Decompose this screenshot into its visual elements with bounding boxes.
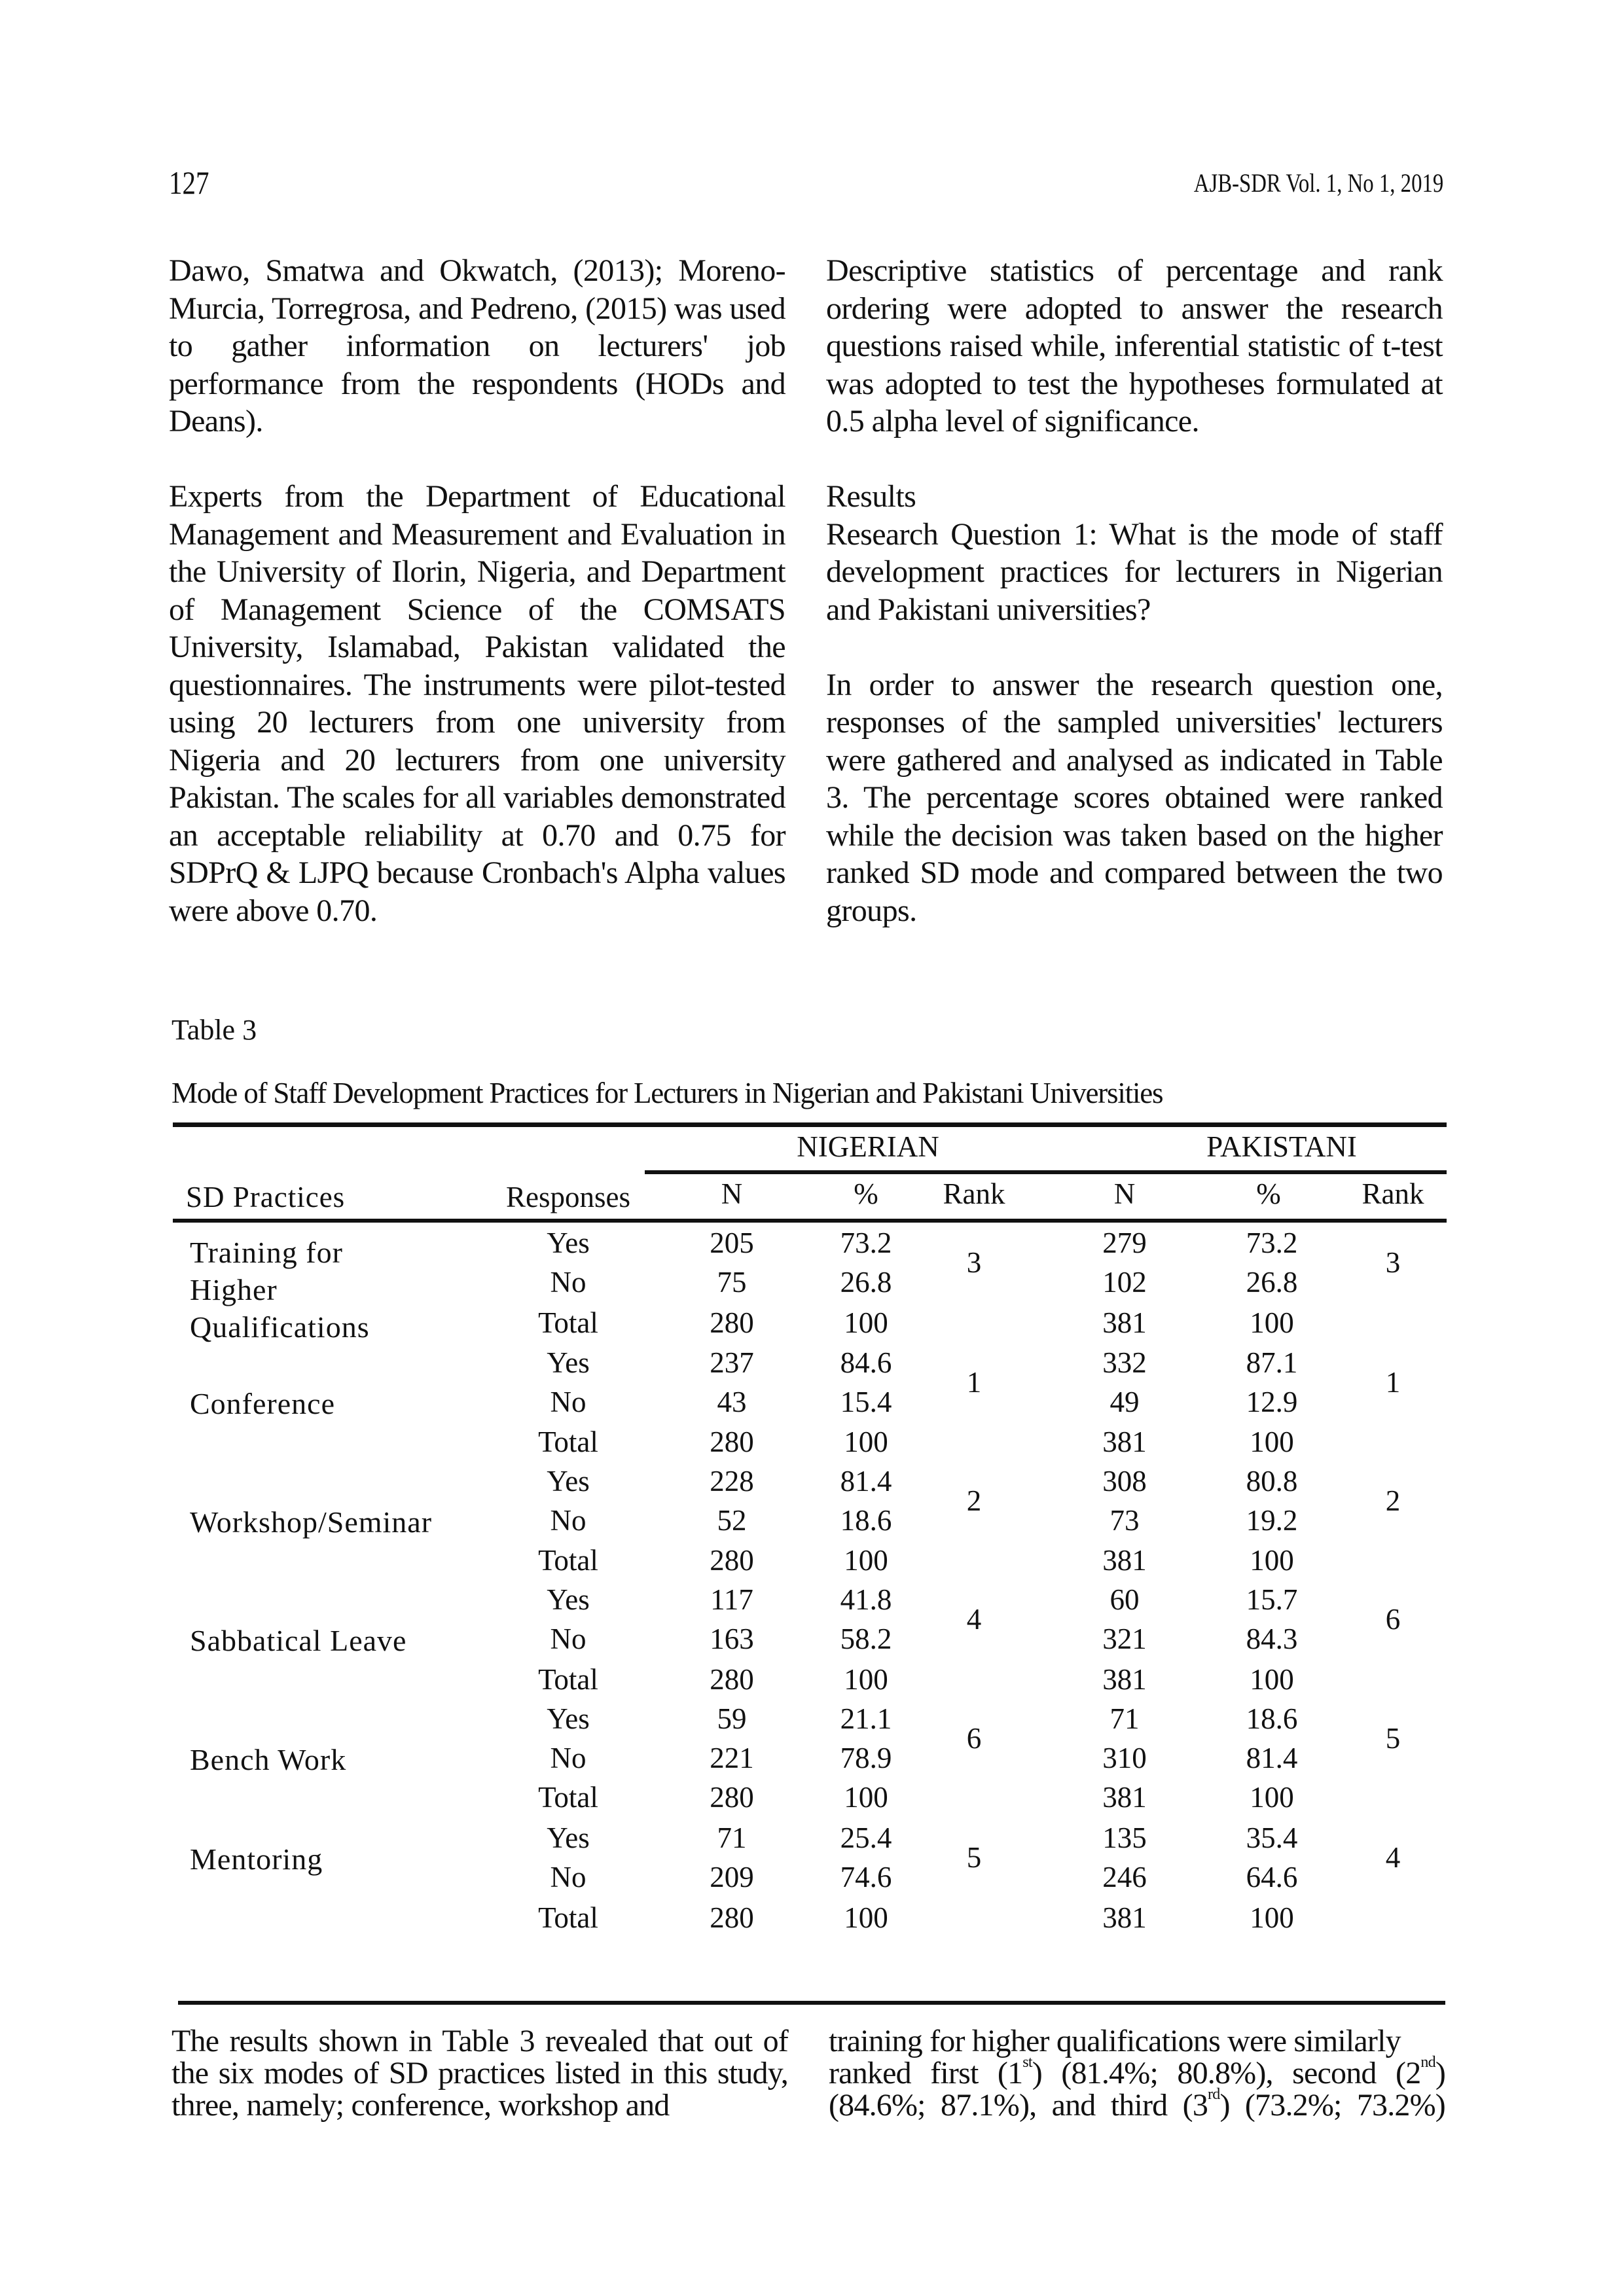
pak-pct: 15.7 xyxy=(1246,1583,1298,1616)
summary-line: training for higher qualifications were similarly xyxy=(829,2024,1401,2058)
nig-n: 228 xyxy=(710,1465,754,1498)
response-label: Total xyxy=(538,1306,598,1339)
nig-pct: 81.4 xyxy=(840,1465,892,1498)
nig-n: 280 xyxy=(710,1781,754,1814)
nig-pct: 100 xyxy=(844,1781,888,1814)
pak-pct: 12.9 xyxy=(1246,1386,1298,1418)
response-label: No xyxy=(550,1742,586,1774)
nig-rank: 2 xyxy=(966,1484,982,1517)
practice-line: Training for xyxy=(190,1236,343,1269)
response-label: No xyxy=(550,1386,586,1418)
pak-pct: 100 xyxy=(1250,1663,1294,1696)
practice-bench-work: Bench Work xyxy=(190,1743,347,1776)
nig-n: 237 xyxy=(710,1346,754,1379)
nig-n: 280 xyxy=(710,1901,754,1934)
pak-pct: 100 xyxy=(1250,1306,1294,1339)
pak-rank: 5 xyxy=(1385,1722,1401,1755)
pak-pct: 35.4 xyxy=(1246,1821,1298,1854)
nig-pct: 100 xyxy=(844,1663,888,1696)
journal-header: AJB-SDR Vol. 1, No 1, 2019 xyxy=(1193,168,1443,198)
response-label: No xyxy=(550,1623,586,1655)
pak-pct: 19.2 xyxy=(1246,1504,1298,1537)
pak-rank: 6 xyxy=(1385,1603,1401,1636)
practice-workshop-seminar: Workshop/Seminar xyxy=(190,1505,433,1539)
summary-text: ) (73.2%; 73.2%) xyxy=(1219,2088,1445,2123)
pak-n: 73 xyxy=(1110,1504,1140,1537)
nig-pct: 21.1 xyxy=(840,1702,892,1735)
nig-rank: 5 xyxy=(966,1841,982,1874)
pak-rank: 2 xyxy=(1385,1484,1401,1517)
pak-pct: 26.8 xyxy=(1246,1266,1298,1299)
response-label: Yes xyxy=(547,1583,590,1616)
nig-pct: 100 xyxy=(844,1306,888,1339)
nig-pct: 26.8 xyxy=(840,1266,892,1299)
response-label: Yes xyxy=(547,1702,590,1735)
nig-n: 209 xyxy=(710,1861,754,1893)
nig-n: 280 xyxy=(710,1544,754,1577)
pak-n: 135 xyxy=(1102,1821,1147,1854)
nig-pct: 100 xyxy=(844,1901,888,1934)
pak-n: 381 xyxy=(1102,1426,1147,1458)
response-label: Total xyxy=(538,1544,598,1577)
pak-n: 381 xyxy=(1102,1663,1147,1696)
pak-rank: 3 xyxy=(1385,1246,1401,1279)
nig-rank: 3 xyxy=(966,1246,982,1279)
nig-pct: 84.6 xyxy=(840,1346,892,1379)
response-label: No xyxy=(550,1861,586,1893)
paragraph-results-summary-left: The results shown in Table 3 revealed that out of the six modes of SD practices listed in this study, three, namely; conference, workshop and xyxy=(171,2024,788,2123)
practice-conference: Conference xyxy=(190,1387,335,1420)
response-label: Total xyxy=(538,1901,598,1934)
group-header-nigerian: NIGERIAN xyxy=(797,1130,939,1163)
pak-n: 381 xyxy=(1102,1781,1147,1814)
pak-pct: 100 xyxy=(1250,1781,1294,1814)
page-number: 127 xyxy=(169,164,209,201)
summary-line xyxy=(829,2053,1445,2090)
pak-n: 321 xyxy=(1102,1623,1147,1655)
pak-pct: 73.2 xyxy=(1246,1227,1298,1259)
nig-n: 117 xyxy=(710,1583,753,1616)
response-label: Yes xyxy=(547,1227,590,1259)
nig-rank: 6 xyxy=(966,1722,982,1755)
col-header-nig-rank: Rank xyxy=(943,1177,1005,1210)
nig-pct: 73.2 xyxy=(840,1227,892,1259)
nig-n: 205 xyxy=(710,1227,754,1259)
nig-n: 59 xyxy=(717,1702,747,1735)
pak-pct: 18.6 xyxy=(1246,1702,1298,1735)
pak-n: 246 xyxy=(1102,1861,1147,1893)
nig-pct: 15.4 xyxy=(840,1386,892,1418)
pak-pct: 100 xyxy=(1250,1901,1294,1934)
ordinal-sup: st xyxy=(1022,2053,1032,2071)
response-label: Total xyxy=(538,1663,598,1696)
nig-rank: 1 xyxy=(966,1366,982,1399)
pak-n: 381 xyxy=(1102,1306,1147,1339)
summary-text: ) (81.4%; 80.8%), second (2 xyxy=(1032,2056,1421,2090)
table-title: Mode of Staff Development Practices for Lecturers in Nigerian and Pakistani Universities xyxy=(171,1077,1163,1109)
response-label: Total xyxy=(538,1781,598,1814)
nig-n: 280 xyxy=(710,1306,754,1339)
nig-pct: 18.6 xyxy=(840,1504,892,1537)
data-table xyxy=(169,0,1452,2296)
summary-text: (84.6%; 87.1%), and third (3 xyxy=(829,2088,1208,2123)
col-header-pak-n: N xyxy=(1113,1177,1136,1210)
response-label: No xyxy=(550,1504,586,1537)
nig-pct: 78.9 xyxy=(840,1742,892,1774)
pak-pct: 100 xyxy=(1250,1426,1294,1458)
nig-pct: 74.6 xyxy=(840,1861,892,1893)
pak-n: 308 xyxy=(1102,1465,1147,1498)
pak-pct: 84.3 xyxy=(1246,1623,1298,1655)
nig-n: 221 xyxy=(710,1742,754,1774)
summary-text: ) xyxy=(1435,2056,1445,2090)
paragraph-validation: Experts from the Department of Educational Management and Measurement and Evaluation in the University of Ilorin, Nigeria, and Department of Management Science of the COMSATS University, Islamabad, Pakistan validated the questionnaires. The instruments were pilot-tested using 20 lecturers from one university from Nigeria and 20 lecturers from one university Pakistan. The scales for all variables demonstrated an acceptable reliability at 0.70 and 0.75 for SDPrQ & LJPQ because Cronbach's Alpha values were above 0.70. xyxy=(169,479,785,928)
pak-pct: 80.8 xyxy=(1246,1465,1298,1498)
nig-pct: 58.2 xyxy=(840,1623,892,1655)
pak-n: 332 xyxy=(1102,1346,1147,1379)
nig-n: 280 xyxy=(710,1426,754,1458)
pak-pct: 100 xyxy=(1250,1544,1294,1577)
summary-text: ranked first (1 xyxy=(829,2056,1023,2090)
summary-line xyxy=(829,2085,1445,2123)
nig-pct: 100 xyxy=(844,1426,888,1458)
pak-pct: 81.4 xyxy=(1246,1742,1298,1774)
nig-n: 43 xyxy=(717,1386,747,1418)
pak-n: 381 xyxy=(1102,1901,1147,1934)
nig-pct: 100 xyxy=(844,1544,888,1577)
research-question-1: Research Question 1: What is the mode of staff development practices for lecturers in Nigerian and Pakistani universities? xyxy=(826,516,1443,627)
response-label: Total xyxy=(538,1426,598,1458)
pak-n: 102 xyxy=(1102,1266,1147,1299)
nig-rank: 4 xyxy=(966,1603,982,1636)
col-header-nig-n: N xyxy=(721,1177,743,1210)
pak-n: 71 xyxy=(1110,1702,1140,1735)
nig-n: 75 xyxy=(717,1266,747,1299)
response-label: Yes xyxy=(547,1346,590,1379)
response-label: Yes xyxy=(547,1465,590,1498)
pak-n: 279 xyxy=(1102,1227,1147,1259)
results-heading: Results xyxy=(826,479,916,514)
pak-n: 49 xyxy=(1110,1386,1140,1418)
col-header-pak-pct: % xyxy=(1256,1177,1281,1210)
pak-rank: 4 xyxy=(1385,1841,1401,1874)
group-header-pakistani: PAKISTANI xyxy=(1206,1130,1357,1163)
nig-n: 71 xyxy=(717,1821,747,1854)
pak-rank: 1 xyxy=(1385,1366,1401,1399)
response-label: Yes xyxy=(547,1821,590,1854)
ordinal-sup: rd xyxy=(1208,2085,1220,2103)
nig-n: 280 xyxy=(710,1663,754,1696)
practice-mentoring: Mentoring xyxy=(190,1842,323,1876)
col-header-pak-rank: Rank xyxy=(1362,1177,1424,1210)
nig-pct: 25.4 xyxy=(840,1821,892,1854)
nig-n: 52 xyxy=(717,1504,747,1537)
pak-pct: 64.6 xyxy=(1246,1861,1298,1893)
nig-n: 163 xyxy=(710,1623,754,1655)
paragraph-results-summary-right xyxy=(829,2025,1445,2121)
practice-sabbatical-leave: Sabbatical Leave xyxy=(190,1624,407,1657)
paragraph-method: In order to answer the research question one, responses of the sampled universities' lecturers were gathered and analysed as indicated in Table 3. The percentage scores obtained were ranked while the decision was taken based on the higher ranked SD mode and compared between the two groups. xyxy=(826,667,1443,928)
table-label: Table 3 xyxy=(171,1014,257,1046)
pak-n: 310 xyxy=(1102,1742,1147,1774)
paragraph-instrument-source: Dawo, Smatwa and Okwatch, (2013); Moreno-Murcia, Torregrosa, and Pedreno, (2015) was used to gather information on lecturers' job performance from the respondents (HODs and Deans). xyxy=(169,253,785,439)
ordinal-sup: nd xyxy=(1420,2053,1435,2071)
nig-pct: 41.8 xyxy=(840,1583,892,1616)
col-header-responses: Responses xyxy=(506,1181,630,1213)
practice-training-higher-qualifications xyxy=(190,1234,370,1346)
pak-pct: 87.1 xyxy=(1246,1346,1298,1379)
col-header-sd-practices: SD Practices xyxy=(186,1181,346,1213)
pak-n: 381 xyxy=(1102,1544,1147,1577)
col-header-nig-pct: % xyxy=(854,1177,878,1210)
practice-line: Qualifications xyxy=(190,1310,370,1344)
pak-n: 60 xyxy=(1110,1583,1140,1616)
practice-line: Higher xyxy=(190,1273,278,1306)
response-label: No xyxy=(550,1266,586,1299)
paragraph-statistics: Descriptive statistics of percentage and rank ordering were adopted to answer the research questions raised while, inferential statistic of t-test was adopted to test the hypotheses formulated at 0.5 alpha level of significance. xyxy=(826,253,1443,439)
